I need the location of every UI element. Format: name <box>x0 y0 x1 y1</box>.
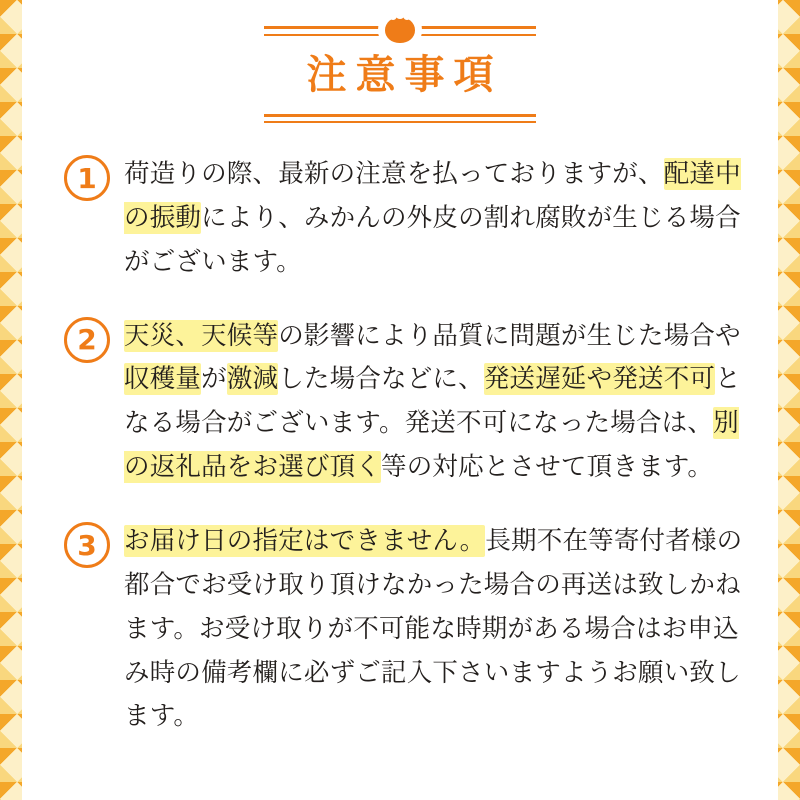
highlighted-text: 別の返礼品をお選び頂く <box>124 408 739 483</box>
plain-text: により、みかんの外皮の割れ腐敗が生じる場合がございます。 <box>124 202 741 277</box>
highlighted-text: お届け日の指定はできません。 <box>124 526 486 557</box>
plain-text: の影響により品質に問題が生じた場合や <box>278 320 741 351</box>
notice-list <box>34 153 766 739</box>
decorative-left-border-inner <box>22 0 34 800</box>
plain-text: した場合などに、 <box>278 364 484 395</box>
plain-text: が <box>201 364 227 395</box>
list-item <box>46 315 744 490</box>
highlighted-text: 配達中の振動 <box>124 159 741 233</box>
note-text <box>124 520 744 739</box>
note-text <box>124 315 744 490</box>
note-number-badge: 1 <box>64 155 110 201</box>
page-header <box>250 0 550 123</box>
note-text <box>124 153 744 285</box>
decorative-right-border-inner <box>766 0 778 800</box>
list-item <box>46 520 744 739</box>
mandarin-orange-icon <box>378 8 422 52</box>
note-number-badge: 2 <box>64 317 110 363</box>
highlighted-text: 天災、天候等 <box>124 320 279 351</box>
plain-text: 荷造りの際、最新の注意を払っておりますが、 <box>124 159 664 189</box>
mandarin-orange-icon-shape <box>385 17 415 43</box>
plain-text: となる場合がございます。発送不可になった場合は、 <box>124 364 741 439</box>
list-item <box>46 153 744 285</box>
page-content <box>34 0 766 800</box>
highlighted-text: 激減 <box>226 364 279 395</box>
plain-text: 長期不在等寄付者様の都合でお受け取り頂けなかった場合の再送は致しかねます。お受け取りが不可能な時期がある場合はお申込み時の備考欄に必ずご記入下さいますようお願い致します。 <box>124 526 743 732</box>
highlighted-text: 収穫量 <box>124 364 202 395</box>
note-number-badge: 3 <box>64 522 110 568</box>
header-rule-bottom-thin <box>264 121 536 123</box>
highlighted-text: 発送遅延や発送不可 <box>483 364 716 395</box>
page-title: 注意事項 <box>306 52 503 98</box>
plain-text: 等の対応とさせて頂きます。 <box>381 452 714 483</box>
header-rule-bottom <box>264 114 536 117</box>
